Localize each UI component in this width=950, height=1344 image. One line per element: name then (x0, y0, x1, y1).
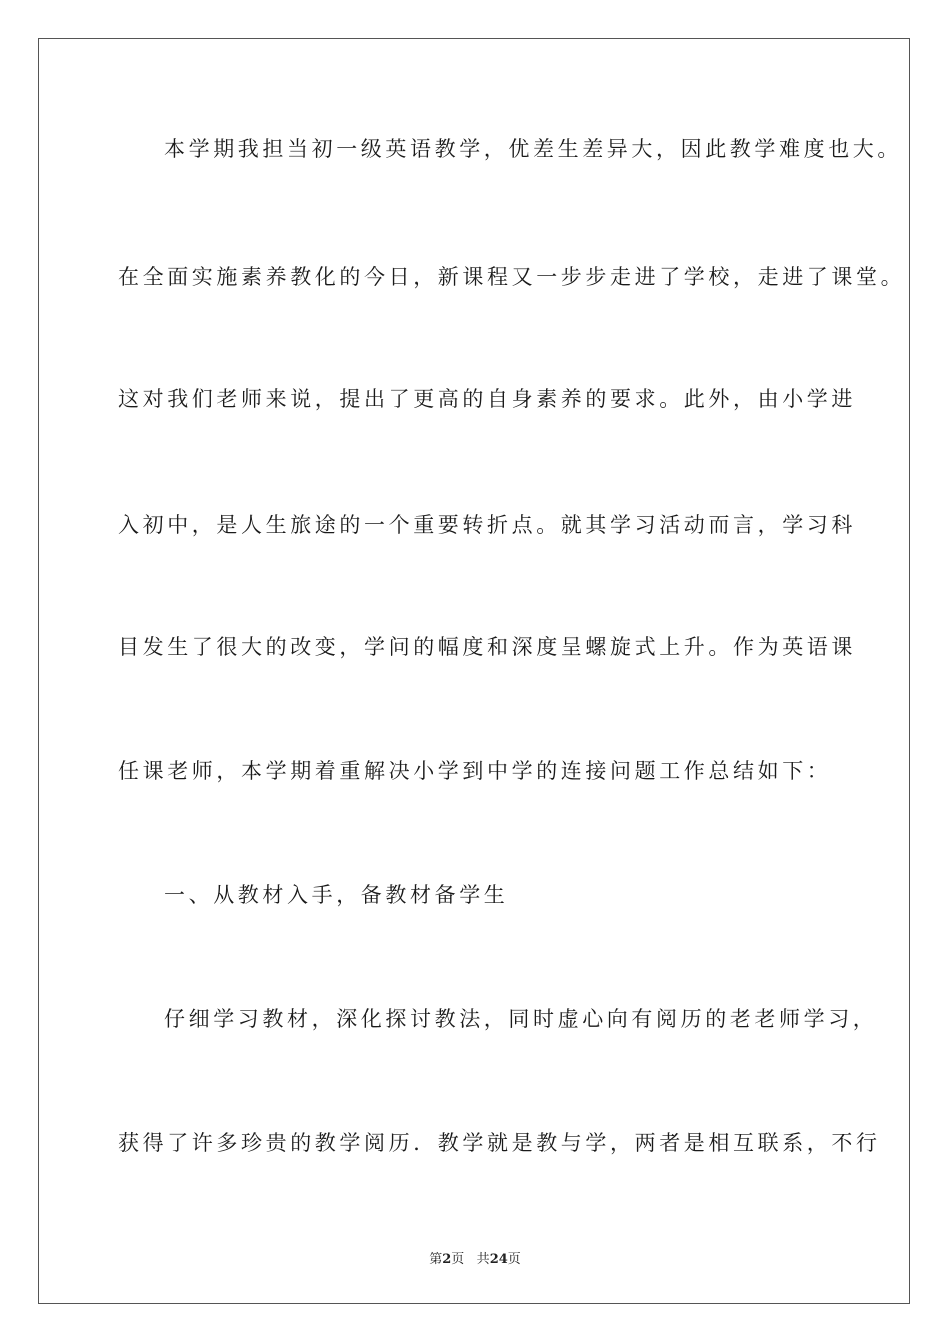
total-unit: 页 (507, 1252, 521, 1267)
paragraph-line-7: 仔细学习教材，深化探讨教法，同时虚心向有阅历的老老师学习， (164, 1007, 878, 1031)
paragraph-line-8: 获得了许多珍贵的教学阅历．教学就是教与学，两者是相互联系，不行 (118, 1131, 881, 1155)
paragraph-line-2: 在全面实施素养教化的今日，新课程又一步步走进了学校，走进了课堂。 (118, 265, 906, 289)
paragraph-line-6: 任课老师，本学期着重解决小学到中学的连接问题工作总结如下： (118, 759, 832, 783)
page-number: 2 (442, 1252, 452, 1267)
page-footer (0, 1248, 950, 1267)
total-prefix: 共 (476, 1252, 490, 1267)
paragraph-line-1: 本学期我担当初一级英语教学，优差生差异大，因此教学难度也大。 (164, 137, 902, 161)
paragraph-line-4: 入初中，是人生旅途的一个重要转折点。就其学习活动而言，学习科 (118, 513, 856, 537)
page-unit: 页 (451, 1252, 465, 1267)
paragraph-line-3: 这对我们老师来说，提出了更高的自身素养的要求。此外，由小学进 (118, 387, 856, 411)
page-border (38, 38, 910, 1304)
section-heading: 一、从教材入手，备教材备学生 (164, 883, 509, 907)
paragraph-line-5: 目发生了很大的改变，学问的幅度和深度呈螺旋式上升。作为英语课 (118, 635, 856, 659)
total-pages: 24 (489, 1252, 508, 1267)
page-prefix: 第 (429, 1252, 443, 1267)
